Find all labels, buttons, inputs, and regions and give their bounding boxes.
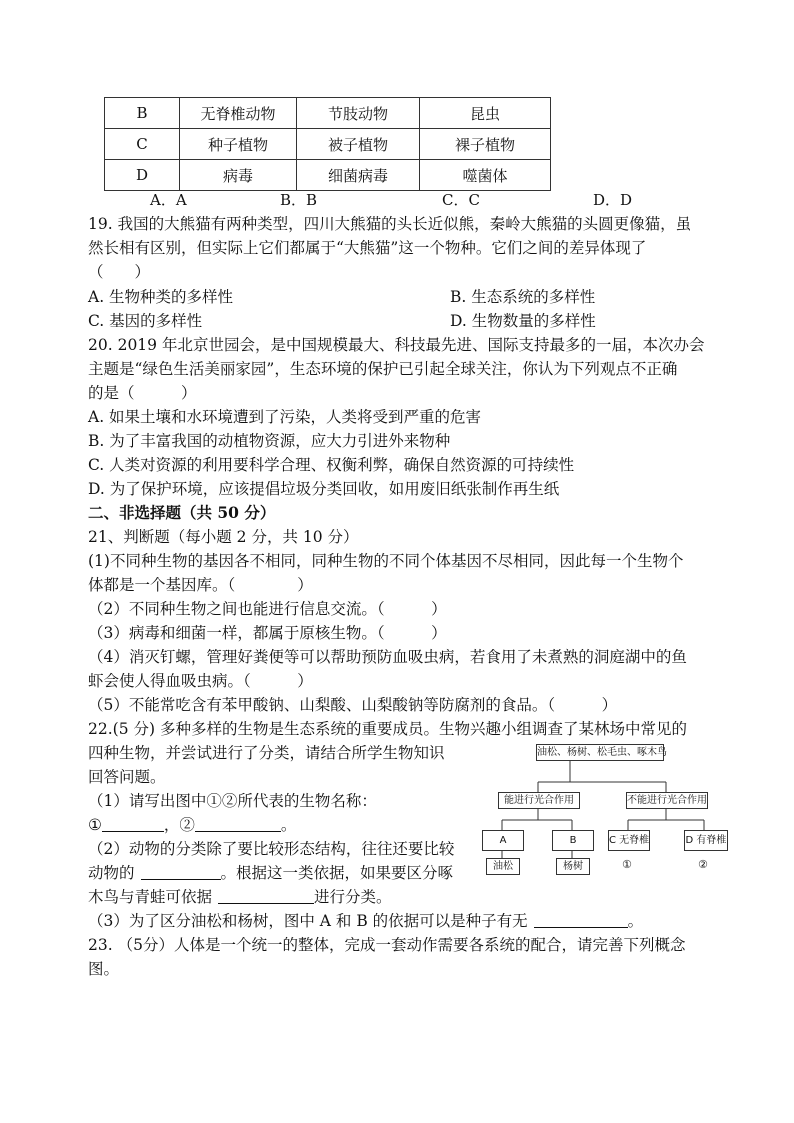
answer-blank-5[interactable] — [534, 911, 628, 928]
answer-blank-1[interactable] — [102, 815, 164, 832]
q19-option-d: D. 生物数量的多样性 — [450, 312, 596, 330]
q22-part-3-text: （3）为了区分油松和杨树，图中 A 和 B 的依据可以是种子有无 — [88, 912, 528, 930]
q20-stem-1: 20. 2019 年北京世园会，是中国规模最大、科技最先进、国际支持最多的一届，本次办会 — [88, 336, 705, 354]
table-row — [105, 98, 551, 129]
diagram-node-a: A — [482, 830, 524, 851]
choice-a: A．A — [150, 191, 187, 209]
q19-option-b: B. 生态系统的多样性 — [450, 288, 596, 306]
diagram-leaf-c: ① — [622, 858, 632, 871]
q20-option-c: C. 人类对资源的利用要科学合理、权衡利弊，确保自然资源的可持续性 — [88, 456, 575, 474]
answer-blank-2[interactable] — [195, 815, 281, 832]
diagram-node-b: B — [552, 830, 594, 851]
q21-item-4b: 虾会使人得血吸虫病。（ ） — [88, 672, 313, 690]
q22-part-2-text-b: 。根据这一类依据，如果要区分啄 — [220, 864, 454, 882]
q22-part-2-text-d: 进行分类。 — [314, 888, 392, 906]
q19-stem-1: 19. 我国的大熊猫有两种类型，四川大熊猫的头长近似熊，秦岭大熊猫的头圆更像猫，虽 — [88, 215, 692, 233]
q22-stem-2: 四种生物，并尝试进行了分类，请结合所学生物知识 — [88, 744, 445, 762]
table-cell: D — [105, 160, 180, 191]
q20-stem-3: 的是（ ） — [88, 384, 197, 402]
diagram-root: 油松、杨树、松毛虫、啄木鸟 — [536, 744, 664, 761]
q22-end-1: 。 — [280, 816, 297, 834]
q23-stem-2: 图。 — [88, 960, 120, 978]
diagram-photosynthesis: 能进行光合作用 — [498, 792, 580, 809]
diagram-leaf-d: ② — [698, 858, 708, 871]
q21-item-5: （5）不能常吃含有苯甲酸钠、山梨酸、山梨酸钠等防腐剂的食品。（ ） — [88, 696, 618, 714]
q21-title: 21、判断题（每小题 2 分，共 10 分） — [88, 528, 359, 546]
choice-d: D．D — [593, 191, 633, 209]
q21-item-2: （2）不同种生物之间也能进行信息交流。（ ） — [88, 600, 447, 618]
q20-option-b: B. 为了丰富我国的动植物资源，应大力引进外来物种 — [88, 432, 451, 450]
table-cell: 细菌病毒 — [297, 160, 420, 191]
diagram-no-photosynthesis: 不能进行光合作用 — [626, 792, 708, 809]
q22-part-1-answers — [88, 813, 296, 837]
q22-stem-1: 22.(5 分) 多种多样的生物是生态系统的重要成员。生物兴趣小组调查了某林场中常见的 — [88, 720, 687, 738]
table-cell: 节肢动物 — [297, 98, 420, 129]
diagram-leaf-a: 油松 — [486, 858, 520, 875]
q19-option-c: C. 基因的多样性 — [88, 312, 203, 330]
q20-stem-2: 主题是“绿色生活美丽家园”，生态环境的保护已引起全球关注，你认为下列观点不正确 — [88, 360, 678, 378]
q22-part-3-end: 。 — [627, 912, 644, 930]
classification-diagram — [480, 742, 730, 882]
choice-b: B．B — [280, 191, 318, 209]
answer-blank-4[interactable] — [218, 887, 314, 904]
table-cell: 裸子植物 — [420, 129, 551, 160]
answer-blank-3[interactable] — [141, 863, 221, 880]
q19-stem-2: 然长相有区别，但实际上它们都属于“大熊猫”这一个物种。它们之间的差异体现了 — [88, 239, 647, 257]
q22-part-3 — [88, 909, 643, 933]
table-row — [105, 129, 551, 160]
q22-part-2-text-a: 动物的 — [88, 864, 135, 882]
q21-item-3: （3）病毒和细菌一样，都属于原核生物。（ ） — [88, 624, 447, 642]
table-cell: 种子植物 — [180, 129, 297, 160]
q20-option-d: D. 为了保护环境，应该提倡垃圾分类回收，如用废旧纸张制作再生纸 — [88, 480, 560, 498]
q23-stem-1: 23. （5分）人体是一个统一的整体，完成一套动作需要各系统的配合，请完善下列概念 — [88, 936, 686, 954]
q22-part-1: （1）请写出图中①②所代表的生物名称： — [88, 792, 377, 810]
diagram-node-c: C 无脊椎 — [608, 830, 650, 851]
table-cell: 无脊椎动物 — [180, 98, 297, 129]
q21-item-1a: (1)不同种生物的基因各不相同，同种生物的不同个体基因不尽相同，因此每一个生物个 — [88, 552, 684, 570]
choice-c: C．C — [442, 191, 480, 209]
diagram-leaf-b: 杨树 — [556, 858, 590, 875]
diagram-node-d: D 有脊椎 — [684, 830, 728, 851]
classification-table — [104, 97, 551, 191]
q21-item-4a: （4）消灭钉螺，管理好粪便等可以帮助预防血吸虫病，若食用了未煮熟的洞庭湖中的鱼 — [88, 648, 687, 666]
table-row — [105, 160, 551, 191]
q22-part-2-line-3 — [88, 885, 392, 909]
q22-part-2-line-2 — [88, 861, 453, 885]
q22-marker-2: ，② — [163, 816, 195, 834]
table-cell: 病毒 — [180, 160, 297, 191]
q22-part-2: （2）动物的分类除了要比较形态结构，往往还要比较 — [88, 840, 455, 858]
table-cell: 噬菌体 — [420, 160, 551, 191]
table-cell: 昆虫 — [420, 98, 551, 129]
q20-option-a: A. 如果土壤和水环境遭到了污染，人类将受到严重的危害 — [88, 408, 482, 426]
q22-part-2-text-c: 木鸟与青蛙可依据 — [88, 888, 213, 906]
table-cell: C — [105, 129, 180, 160]
q19-option-a: A. 生物种类的多样性 — [88, 288, 234, 306]
section-heading: 二、非选择题（共 50 分） — [88, 503, 276, 522]
q22-stem-3: 回答问题。 — [88, 768, 166, 786]
q21-item-1b: 体都是一个基因库。（ ） — [88, 576, 313, 594]
q22-marker-1: ① — [88, 816, 102, 834]
q19-stem-3: （ ） — [88, 263, 151, 281]
table-cell: B — [105, 98, 180, 129]
table-cell: 被子植物 — [297, 129, 420, 160]
